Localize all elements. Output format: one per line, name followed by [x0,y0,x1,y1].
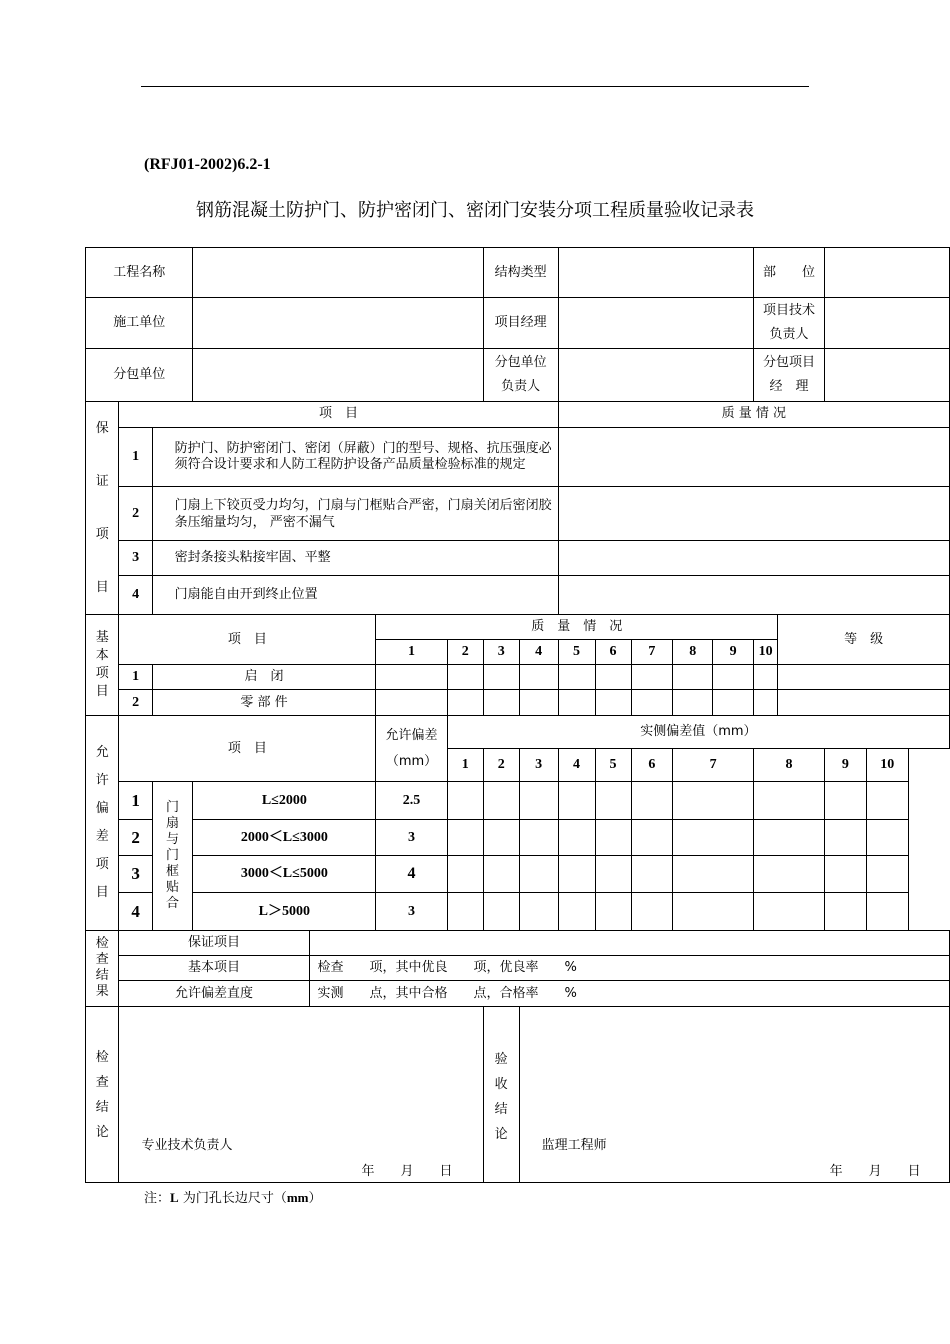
deviation-cell[interactable] [483,893,519,931]
deviation-cell[interactable] [558,782,595,820]
basic-col-number: 2 [447,640,483,665]
guarantee-quality-header: 质 量 情 况 [558,402,949,428]
deviation-cell[interactable] [595,820,631,856]
guarantee-row-no: 3 [119,541,152,576]
basic-col-number: 6 [595,640,631,665]
structure-type-label: 结构类型 [483,248,558,298]
project-manager-value[interactable] [558,298,753,349]
deviation-row-range: 2000＜L≤3000 [193,820,376,856]
basic-cell[interactable] [753,690,777,716]
deviation-cell[interactable] [753,782,824,820]
deviation-col-number: 10 [866,749,908,782]
deviation-cell[interactable] [866,820,908,856]
sub-unit-label: 分包单位 [86,349,193,402]
basic-col-number: 4 [519,640,558,665]
basic-row-no: 2 [119,690,152,716]
deviation-row-no: 4 [119,893,152,931]
guarantee-row-text: 门扇能自由开到终止位置 [152,576,558,615]
basic-cell[interactable] [519,665,558,690]
deviation-cell[interactable] [824,893,866,931]
guarantee-row-quality[interactable] [558,486,949,540]
deviation-allow-header: 允许偏差 （mm） [376,716,447,782]
deviation-row-allow: 2.5 [376,782,447,820]
deviation-group-label: 门扇与门框贴合 [152,782,193,931]
deviation-cell[interactable] [824,820,866,856]
deviation-row-range: L＞5000 [193,893,376,931]
deviation-col-number: 7 [673,749,754,782]
deviation-cell[interactable] [824,782,866,820]
deviation-cell[interactable] [483,820,519,856]
construction-unit-label: 施工单位 [86,298,193,349]
acceptance-record-table [85,247,950,1183]
project-name-value[interactable] [193,248,483,298]
deviation-row-range: L≤2000 [193,782,376,820]
check-result-text[interactable]: 检查 项，其中优良 项，优良率 % [309,956,950,981]
tech-lead-label: 项目技术负责人 [753,298,824,349]
sub-project-manager-value[interactable] [824,349,949,402]
deviation-cell[interactable] [866,893,908,931]
footnote: 注：L 为门孔长边尺寸（mm） [144,1190,322,1206]
basic-cell[interactable] [631,665,673,690]
deviation-cell[interactable] [519,820,558,856]
basic-cell[interactable] [483,665,519,690]
deviation-col-number: 2 [483,749,519,782]
construction-unit-value[interactable] [193,298,483,349]
check-result-text[interactable] [309,931,950,956]
deviation-cell[interactable] [753,856,824,893]
basic-cell[interactable] [519,690,558,716]
deviation-row-no: 2 [119,820,152,856]
basic-grade-header: 等 级 [778,615,950,665]
deviation-cell[interactable] [447,856,483,893]
guarantee-row-quality[interactable] [558,576,949,615]
deviation-row-no: 1 [119,782,152,820]
guarantee-row-no: 1 [119,427,152,486]
deviation-cell[interactable] [447,820,483,856]
deviation-col-number: 4 [558,749,595,782]
deviation-cell[interactable] [631,820,673,856]
deviation-cell[interactable] [558,820,595,856]
deviation-col-number: 6 [631,749,673,782]
basic-col-number: 10 [753,640,777,665]
top-rule [141,86,809,87]
deviation-cell[interactable] [595,893,631,931]
basic-grade-cell[interactable] [778,690,950,716]
check-result-label: 保证项目 [119,931,309,956]
deviation-cell[interactable] [753,820,824,856]
basic-row-text: 零 部 件 [152,690,376,716]
part-value[interactable] [824,248,949,298]
check-result-label: 基本项目 [119,956,309,981]
accept-date-label: 年 月 日 [829,1164,921,1179]
deviation-cell[interactable] [631,782,673,820]
accept-signer-label: 监理工程师 [541,1138,607,1153]
accept-conclusion-area[interactable] [519,1007,949,1183]
deviation-cell[interactable] [558,856,595,893]
deviation-cell[interactable] [483,856,519,893]
basic-cell[interactable] [376,665,447,690]
accept-conclusion-side-label: 验收结论 [483,1007,519,1183]
guarantee-row-text: 防护门、防护密闭门、密闭（屏蔽）门的型号、规格、抗压强度必须符合设计要求和人防工程防护设备产品质量检验标准的规定 [152,427,558,486]
basic-col-number: 1 [376,640,447,665]
basic-col-number: 5 [558,640,595,665]
basic-quality-header: 质 量 情 况 [376,615,778,640]
guarantee-row-text: 门扇上下铰页受力均匀，门扇与门框贴合严密，门扇关闭后密闭胶条压缩量均匀， 严密不漏气 [152,486,558,540]
deviation-cell[interactable] [595,782,631,820]
basic-cell[interactable] [595,690,631,716]
deviation-side-label: 允许偏差项目 [86,716,119,931]
basic-col-number: 3 [483,640,519,665]
basic-side-label: 基本项目 [86,615,119,716]
form-title: 钢筋混凝土防护门、防护密闭门、密闭门安装分项工程质量验收记录表 [196,200,754,221]
basic-cell[interactable] [673,665,713,690]
deviation-item-header: 项 目 [119,716,376,782]
basic-col-number: 7 [631,640,673,665]
project-manager-label: 项目经理 [483,298,558,349]
part-label: 部 位 [753,248,824,298]
deviation-cell[interactable] [519,856,558,893]
check-conclusion-area[interactable] [119,1007,483,1183]
basic-cell[interactable] [631,690,673,716]
deviation-cell[interactable] [673,820,754,856]
deviation-col-number: 3 [519,749,558,782]
deviation-row-allow: 3 [376,820,447,856]
basic-col-number: 8 [673,640,713,665]
deviation-cell[interactable] [673,893,754,931]
project-name-label: 工程名称 [86,248,193,298]
form-code: (RFJ01-2002)6.2-1 [144,156,271,173]
check-signer-label: 专业技术负责人 [141,1138,233,1153]
deviation-cell[interactable] [558,893,595,931]
sub-unit-value[interactable] [193,349,483,402]
sub-unit-lead-label: 分包单位负责人 [483,349,558,402]
basic-cell[interactable] [713,665,754,690]
guarantee-row-quality[interactable] [558,427,949,486]
basic-cell[interactable] [447,690,483,716]
basic-cell[interactable] [483,690,519,716]
deviation-cell[interactable] [866,856,908,893]
deviation-cell[interactable] [519,893,558,931]
guarantee-row-text: 密封条接头粘接牢固、平整 [152,541,558,576]
check-result-text[interactable]: 实测 点，其中合格 点，合格率 % [309,981,950,1007]
tech-lead-value[interactable] [824,298,949,349]
basic-cell[interactable] [558,690,595,716]
guarantee-row-quality[interactable] [558,541,949,576]
deviation-row-allow: 4 [376,856,447,893]
deviation-row-allow: 3 [376,893,447,931]
deviation-row-no: 3 [119,856,152,893]
deviation-cell[interactable] [447,782,483,820]
basic-grade-cell[interactable] [778,665,950,690]
deviation-cell[interactable] [631,856,673,893]
check-result-side-label: 检查结果 [86,931,119,1007]
check-conclusion-side-label: 检查结论 [86,1007,119,1183]
deviation-cell[interactable] [673,856,754,893]
basic-cell[interactable] [713,690,754,716]
check-date-label: 年 月 日 [361,1164,453,1179]
deviation-cell[interactable] [631,893,673,931]
deviation-cell[interactable] [824,856,866,893]
deviation-cell[interactable] [483,782,519,820]
guarantee-row-no: 4 [119,576,152,615]
deviation-col-number: 5 [595,749,631,782]
basic-cell[interactable] [595,665,631,690]
deviation-cell[interactable] [447,893,483,931]
deviation-cell[interactable] [753,893,824,931]
basic-item-header: 项 目 [119,615,376,665]
basic-cell[interactable] [558,665,595,690]
deviation-cell[interactable] [595,856,631,893]
basic-cell[interactable] [673,690,713,716]
deviation-col-number: 8 [753,749,824,782]
basic-cell[interactable] [447,665,483,690]
basic-row-no: 1 [119,665,152,690]
basic-cell[interactable] [753,665,777,690]
guarantee-item-header: 项 目 [119,402,558,428]
deviation-row-range: 3000＜L≤5000 [193,856,376,893]
sub-unit-lead-value[interactable] [558,349,753,402]
deviation-col-number: 1 [447,749,483,782]
structure-type-value[interactable] [558,248,753,298]
basic-col-number: 9 [713,640,754,665]
check-result-label: 允许偏差直度 [119,981,309,1007]
sub-project-manager-label: 分包项目经 理 [753,349,824,402]
deviation-cell[interactable] [866,782,908,820]
basic-row-text: 启 闭 [152,665,376,690]
guarantee-row-no: 2 [119,486,152,540]
deviation-measured-header: 实侧偏差值（mm） [447,716,949,749]
deviation-col-number: 9 [824,749,866,782]
guarantee-side-label: 保证项目 [86,402,119,615]
deviation-cell[interactable] [673,782,754,820]
basic-cell[interactable] [376,690,447,716]
deviation-cell[interactable] [519,782,558,820]
